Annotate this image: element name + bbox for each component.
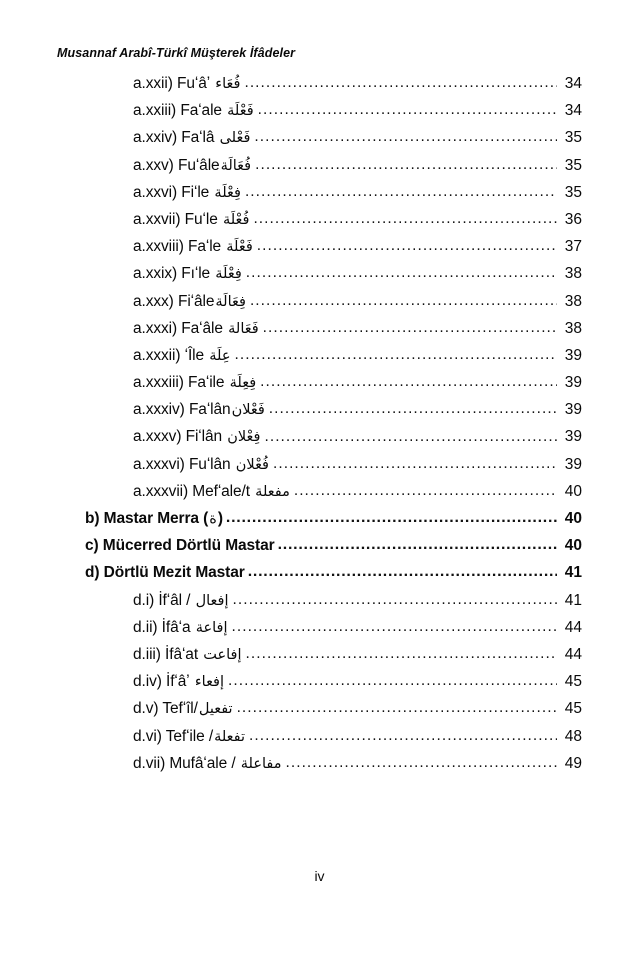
toc-entry-arabic: فُعَاء bbox=[215, 76, 241, 92]
toc-row[interactable] bbox=[57, 756, 582, 783]
toc-entry-arabic: فُعْلَة bbox=[222, 211, 250, 228]
dot-leader bbox=[294, 484, 557, 500]
dot-leader bbox=[269, 402, 557, 418]
toc-page-number[interactable]: 38 bbox=[564, 265, 582, 283]
toc-row[interactable] bbox=[57, 647, 582, 674]
toc-entry-arabic: إفاعت bbox=[203, 646, 242, 663]
toc-entry-label bbox=[57, 538, 275, 554]
toc-entry-arabic: فَعْلَة bbox=[227, 103, 254, 120]
toc-entry-title: a.xxxvii) Mefʻale/t bbox=[133, 482, 255, 500]
toc-entry-title: b) Mastar Merra ( bbox=[85, 510, 209, 527]
dot-leader bbox=[246, 266, 557, 282]
toc-entry-title: a.xxv) Fuʻâle bbox=[133, 156, 220, 174]
toc-entry-arabic: مفاعلة bbox=[240, 755, 282, 772]
toc-entry-label bbox=[57, 429, 261, 445]
dot-leader bbox=[250, 294, 557, 310]
toc-entry-arabic: فِعْلان bbox=[227, 429, 261, 446]
toc-entry-label bbox=[57, 294, 247, 310]
toc-entry-label bbox=[57, 266, 243, 282]
toc-row[interactable] bbox=[57, 593, 582, 620]
toc-entry-label bbox=[57, 647, 243, 663]
toc-page-number[interactable]: 39 bbox=[564, 346, 582, 364]
toc-row[interactable] bbox=[57, 158, 582, 185]
toc-row[interactable] bbox=[57, 484, 582, 511]
dot-leader bbox=[235, 348, 558, 364]
toc-entry-label bbox=[57, 674, 225, 690]
toc-entry-title: a.xxvii) Fuʻle bbox=[133, 210, 222, 228]
toc-entry-title: d.vii) Mufâʻale / bbox=[133, 754, 240, 772]
dot-leader bbox=[253, 212, 557, 228]
toc-page-number[interactable]: 40 bbox=[564, 510, 582, 527]
toc-entry-title: a.xxix) Fıʻle bbox=[133, 265, 215, 283]
dot-leader bbox=[233, 593, 558, 609]
toc-entry-label bbox=[57, 348, 232, 364]
toc-page-number[interactable]: 45 bbox=[564, 673, 582, 691]
toc-entry-title: a.xxx) Fiʻâle bbox=[133, 292, 215, 310]
toc-entry-label bbox=[57, 484, 291, 500]
toc-entry-title: a.xxiii) Faʻale bbox=[133, 102, 227, 120]
toc-entry-arabic: ة bbox=[209, 511, 217, 527]
toc-entry-label bbox=[57, 620, 229, 636]
toc-page-number[interactable]: 40 bbox=[564, 482, 582, 500]
toc-page-number[interactable]: 39 bbox=[564, 428, 582, 446]
dot-leader bbox=[245, 185, 557, 201]
toc-row[interactable] bbox=[57, 565, 582, 592]
toc-row[interactable] bbox=[57, 103, 582, 130]
toc-row[interactable] bbox=[57, 76, 582, 103]
toc-entry-label bbox=[57, 185, 242, 201]
toc-entry-title: a.xxiv) Faʻlâ bbox=[133, 129, 219, 147]
toc-entry-title: a.xxxvi) Fuʻlân bbox=[133, 455, 235, 473]
toc-page-number[interactable]: 36 bbox=[564, 210, 582, 228]
toc-entry-label bbox=[57, 593, 230, 609]
toc-entry-label bbox=[57, 402, 266, 418]
toc-entry-label bbox=[57, 375, 257, 391]
toc-entry-arabic: تفعيل bbox=[198, 701, 233, 718]
toc-entry-arabic: فِعْلَة bbox=[215, 266, 242, 283]
toc-entry-arabic: فَعْلَة bbox=[226, 239, 253, 256]
toc-page-number[interactable]: 40 bbox=[564, 537, 582, 555]
dot-leader bbox=[273, 457, 557, 473]
toc-row[interactable] bbox=[57, 620, 582, 647]
dot-leader bbox=[249, 729, 557, 745]
toc-entry-label bbox=[57, 239, 254, 255]
toc-row[interactable] bbox=[57, 294, 582, 321]
toc-entry-arabic: مفعلة bbox=[255, 483, 290, 500]
toc-entry-arabic: إفعال bbox=[195, 592, 229, 609]
dot-leader bbox=[226, 511, 557, 527]
toc-entry-label bbox=[57, 729, 246, 745]
toc-page-number[interactable]: 39 bbox=[564, 401, 582, 419]
toc-row[interactable] bbox=[57, 457, 582, 484]
dot-leader bbox=[237, 701, 557, 717]
toc-entry-label bbox=[57, 457, 270, 473]
toc-page-number[interactable]: 35 bbox=[564, 156, 582, 174]
toc-entry-title: a.xxxi) Faʻâle bbox=[133, 319, 228, 337]
toc-page-number[interactable]: 44 bbox=[564, 645, 582, 663]
dot-leader bbox=[257, 239, 557, 255]
toc-row[interactable] bbox=[57, 348, 582, 375]
toc-entry-title: a.xxxiii) Faʻile bbox=[133, 374, 229, 392]
toc-entry-title: a.xxxiv) Faʻlân bbox=[133, 401, 231, 419]
toc-entry-label bbox=[57, 158, 252, 174]
toc-entry-arabic: عِلَة bbox=[209, 347, 231, 364]
toc-entry-title: d) Dörtlü Mezit Mastar bbox=[85, 564, 245, 582]
toc-row[interactable] bbox=[57, 701, 582, 728]
dot-leader bbox=[258, 103, 557, 119]
page-folio: iv bbox=[314, 868, 325, 884]
toc-page-number[interactable]: 35 bbox=[564, 183, 582, 201]
toc-page-number[interactable]: 34 bbox=[564, 75, 582, 92]
dot-leader bbox=[278, 538, 557, 554]
dot-leader bbox=[244, 76, 557, 92]
toc-row[interactable] bbox=[57, 212, 582, 239]
toc-page-number[interactable]: 38 bbox=[564, 319, 582, 337]
toc-entry-arabic: فُعْلان bbox=[235, 456, 269, 473]
toc-page-number[interactable]: 39 bbox=[564, 455, 582, 473]
toc-page-number[interactable]: 48 bbox=[564, 727, 582, 745]
toc-page-number[interactable]: 38 bbox=[564, 292, 582, 310]
toc-entry-title: a.xxxii) ʻÎle bbox=[133, 346, 209, 364]
toc-page-number[interactable]: 45 bbox=[564, 700, 582, 718]
dot-leader bbox=[246, 647, 557, 663]
toc-entry-arabic: فِعِلَة bbox=[229, 375, 257, 392]
toc-row[interactable] bbox=[57, 185, 582, 212]
toc-page-number[interactable]: 41 bbox=[564, 564, 582, 582]
toc-entry-title: d.vi) Tefʻile / bbox=[133, 727, 214, 745]
toc-row[interactable] bbox=[57, 266, 582, 293]
running-header: Musannaf Arabî-Türkî Müşterek İfâdeler bbox=[57, 46, 296, 60]
dot-leader bbox=[264, 429, 557, 445]
toc-entry-label bbox=[57, 701, 234, 717]
toc-entry-title: d.v) Tefʻîl/ bbox=[133, 700, 198, 718]
dot-leader bbox=[286, 756, 558, 772]
toc-entry-label bbox=[57, 321, 260, 337]
toc-entry-label bbox=[57, 756, 283, 772]
toc-row[interactable] bbox=[57, 674, 582, 701]
dot-leader bbox=[228, 674, 557, 690]
toc-entry-label bbox=[57, 130, 251, 146]
table-of-contents bbox=[57, 76, 582, 783]
toc-entry-title: a.xxii) Fuʻâʼ bbox=[133, 75, 215, 92]
toc-row[interactable] bbox=[57, 375, 582, 402]
toc-page-number[interactable]: 35 bbox=[564, 129, 582, 147]
toc-entry-title: a.xxviii) Faʻle bbox=[133, 238, 226, 256]
toc-entry-arabic: إفاعة bbox=[195, 619, 228, 636]
toc-entry-label bbox=[57, 511, 223, 527]
toc-entry-arabic: فُعَالَة bbox=[220, 157, 252, 174]
toc-entry-arabic: فَعْلان bbox=[231, 402, 265, 419]
dot-leader bbox=[248, 565, 557, 581]
toc-page-number[interactable]: 41 bbox=[564, 591, 582, 609]
toc-page-number[interactable]: 37 bbox=[564, 238, 582, 256]
toc-row[interactable] bbox=[57, 429, 582, 456]
toc-entry-arabic: فَعَالة bbox=[228, 320, 259, 337]
toc-entry-title: d.i) İfʻâl / bbox=[133, 591, 195, 609]
toc-entry-arabic: إفعاء bbox=[194, 674, 225, 691]
toc-page-number[interactable]: 39 bbox=[564, 374, 582, 392]
toc-page-number[interactable]: 49 bbox=[564, 754, 582, 772]
dot-leader bbox=[255, 158, 557, 174]
toc-entry-title: d.iii) İfâʻat bbox=[133, 645, 203, 663]
toc-entry-title: a.xxvi) Fiʻle bbox=[133, 183, 214, 201]
toc-row[interactable] bbox=[57, 538, 582, 565]
toc-page-number[interactable]: 34 bbox=[564, 102, 582, 120]
toc-row[interactable] bbox=[57, 321, 582, 348]
toc-entry-label bbox=[57, 76, 241, 92]
toc-entry-title: d.ii) İfâʻa bbox=[133, 618, 195, 636]
dot-leader bbox=[232, 620, 558, 636]
toc-entry-label bbox=[57, 565, 245, 581]
toc-page-number[interactable]: 44 bbox=[564, 618, 582, 636]
toc-row[interactable] bbox=[57, 130, 582, 157]
toc-entry-arabic: فَعْلى bbox=[219, 130, 251, 147]
toc-entry-title: d.iv) İfʻâʼ bbox=[133, 673, 194, 691]
toc-row[interactable] bbox=[57, 511, 582, 538]
toc-entry-label bbox=[57, 212, 250, 228]
toc-row[interactable] bbox=[57, 402, 582, 429]
toc-entry-title: c) Mücerred Dörtlü Mastar bbox=[85, 537, 275, 555]
toc-entry-label bbox=[57, 103, 255, 119]
toc-entry-arabic: فِعَالَة bbox=[215, 293, 246, 310]
toc-entry-title: a.xxxv) Fiʻlân bbox=[133, 428, 227, 446]
toc-row[interactable] bbox=[57, 729, 582, 756]
toc-row[interactable] bbox=[57, 239, 582, 266]
dot-leader bbox=[260, 375, 557, 391]
dot-leader bbox=[263, 321, 557, 337]
toc-entry-title-suffix: ) bbox=[217, 510, 223, 527]
dot-leader bbox=[254, 130, 557, 146]
toc-entry-arabic: فِعْلَة bbox=[214, 184, 241, 201]
toc-entry-arabic: تفعلة bbox=[214, 728, 246, 745]
